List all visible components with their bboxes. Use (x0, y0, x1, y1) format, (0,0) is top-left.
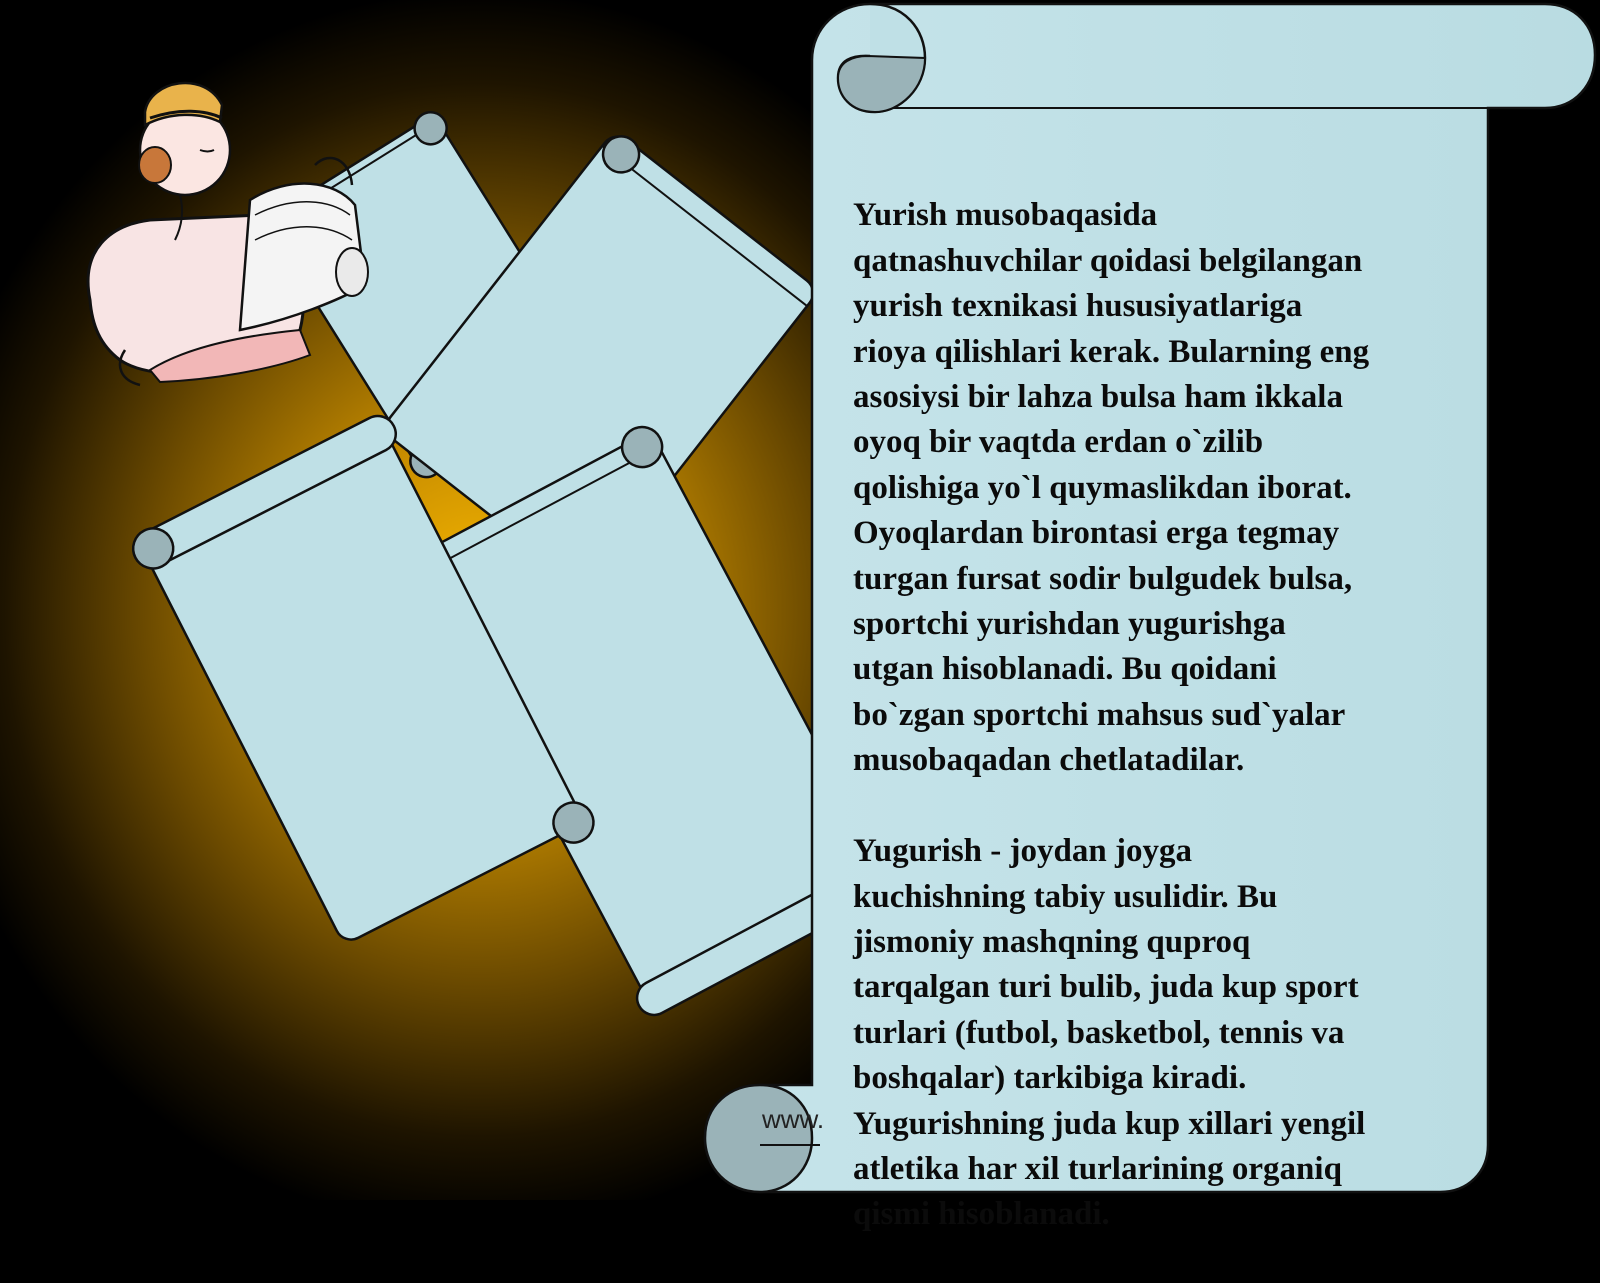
paragraph-walking: Yurish musobaqasida qatnashuvchilar qoidasi belgilangan yurish texnikasi hususiyatlariga rioya qilishlari kerak. Bularning eng asosiysi bir lahza bulsa ham ikkala oyoq bir vaqtda erdan o`zilib qolishiga yo`l quymaslikdan iborat. Oyoqlardan birontasi erga tegmay turgan fursat sodir bulgudek bulsa, sportchi yurishdan yugurishga utgan hisoblanadi. Bu qoidani bo`zgan sportchi mahsus sud`yalar musobaqadan chetlatadilar. (853, 197, 1370, 779)
reading-woman-clipart (88, 83, 368, 385)
body-text (853, 148, 1473, 1283)
footer-www-label: www. (762, 1104, 825, 1134)
paragraph-running: Yugurish - joydan joyga kuchishning tabiy usulidir. Bu jismoniy mashqning quproq tarqalgan turi bulib, juda kup sport turlari (futbol, basketbol, tennis va boshqalar) tarkibiga kiradi. Yugurishning juda kup xillari yengil atletika har xil turlarining organiq qismi hisoblanadi. (853, 833, 1366, 1233)
